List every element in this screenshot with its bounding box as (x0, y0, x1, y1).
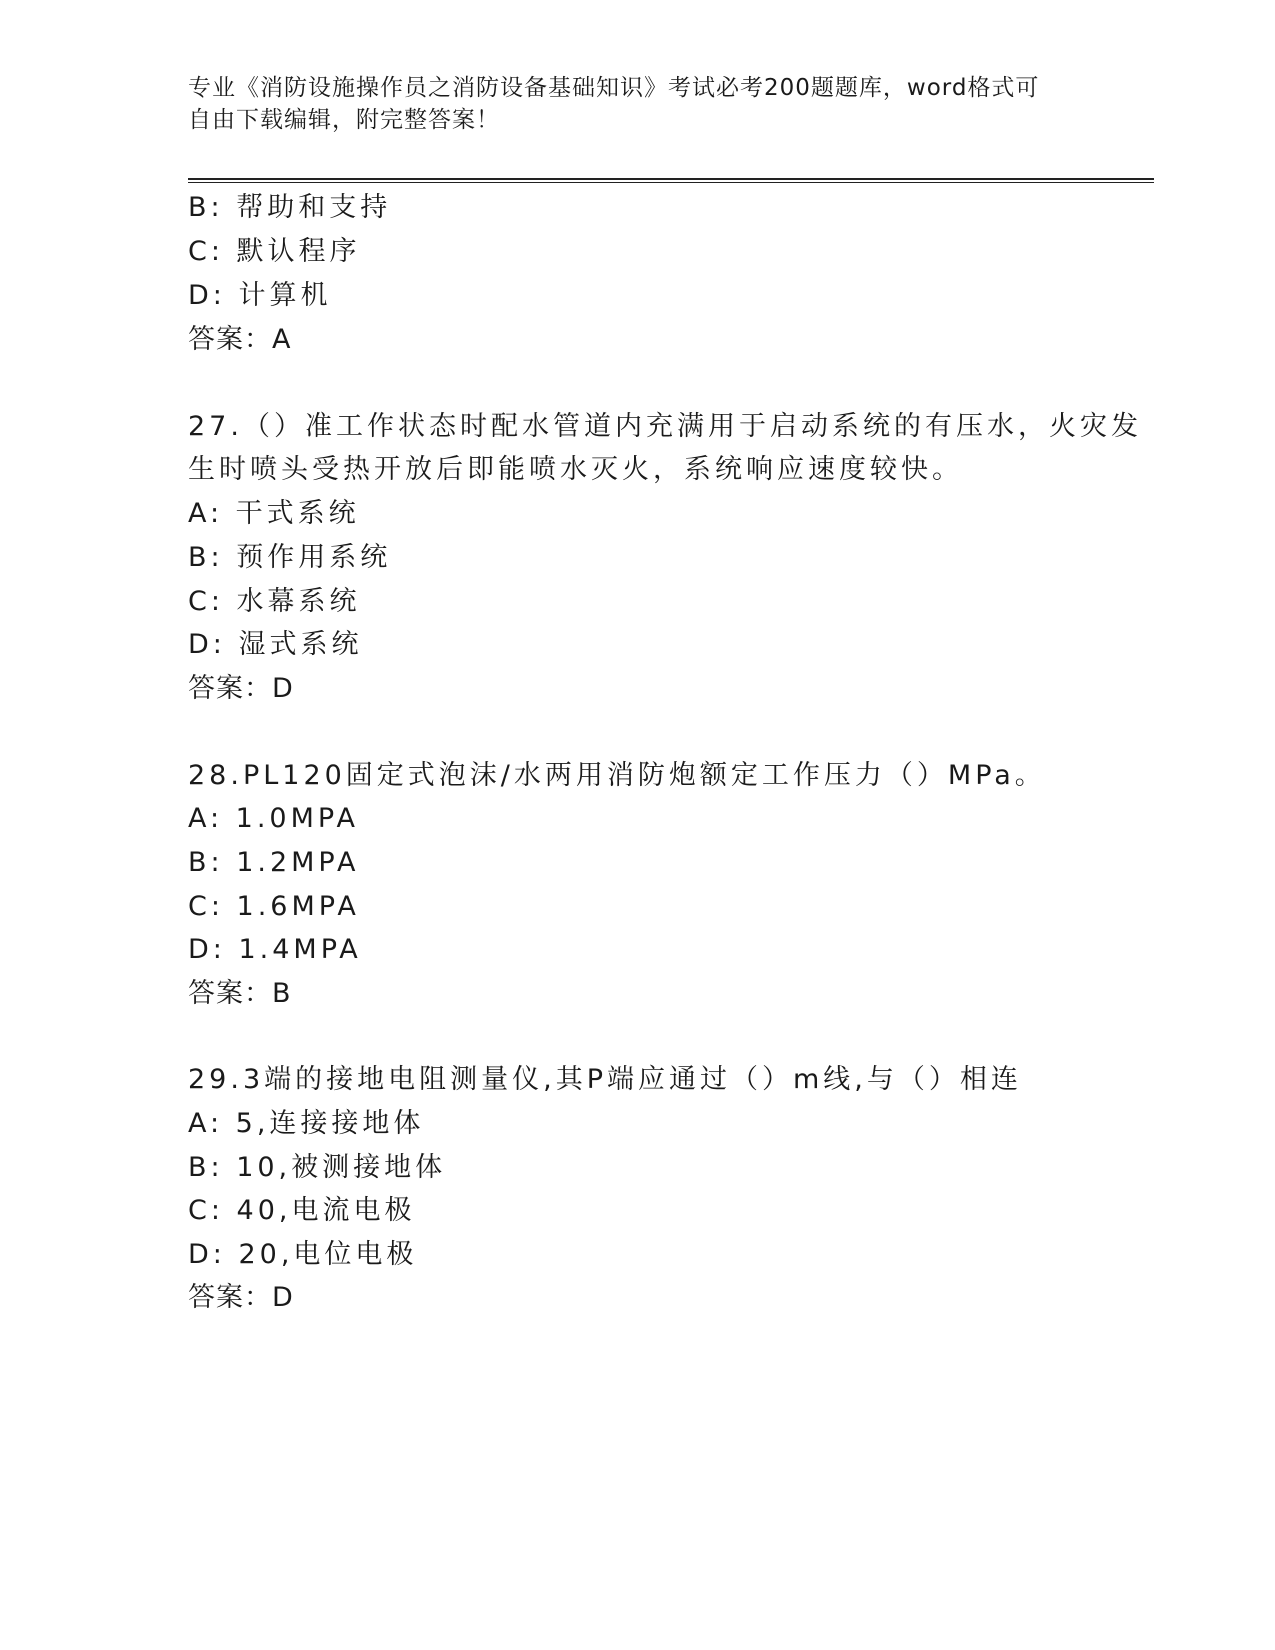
document-header (188, 72, 1088, 136)
q26-option-c: C: 默认程序 (188, 236, 361, 267)
q29-option-a: A: 5,连接接地体 (188, 1108, 425, 1139)
q27-answer: 答案：D (188, 673, 294, 704)
q27-stem-line-1: 27.（）准工作状态时配水管道内充满用于启动系统的有压水，火灾发 (188, 411, 1142, 442)
q27-option-c: C: 水幕系统 (188, 586, 361, 617)
q28-stem: 28.PL120固定式泡沫/水两用消防炮额定工作压力（）MPa。 (188, 760, 1046, 791)
q29-option-d: D: 20,电位电极 (188, 1239, 418, 1270)
q29-answer: 答案：D (188, 1282, 294, 1313)
q28-option-b: B: 1.2MPA (188, 847, 360, 878)
q26-answer: 答案：A (188, 324, 292, 355)
q27-option-b: B: 预作用系统 (188, 542, 392, 573)
q28-option-d: D: 1.4MPA (188, 934, 362, 965)
q29-stem: 29.3端的接地电阻测量仪,其P端应通过（）m线,与（）相连 (188, 1064, 1022, 1095)
q27-option-a: A: 干式系统 (188, 498, 360, 529)
header-divider-thin (188, 182, 1154, 183)
q26-option-b: B: 帮助和支持 (188, 192, 392, 223)
q28-answer: 答案：B (188, 978, 292, 1009)
header-title-line-2: 自由下载编辑，附完整答案！ (188, 107, 500, 133)
q28-option-c: C: 1.6MPA (188, 891, 360, 922)
header-title-line-1: 专业《消防设施操作员之消防设备基础知识》考试必考200题题库，word格式可 (188, 75, 1040, 101)
q26-option-d: D: 计算机 (188, 280, 332, 311)
q28-option-a: A: 1.0MPA (188, 803, 359, 834)
header-divider-thick (188, 178, 1154, 180)
header-divider (188, 178, 1154, 184)
q29-option-b: B: 10,被测接地体 (188, 1152, 447, 1183)
q29-option-c: C: 40,电流电极 (188, 1195, 416, 1226)
q27-stem-line-2: 生时喷头受热开放后即能喷水灭火，系统响应速度较快。 (188, 454, 963, 485)
q27-option-d: D: 湿式系统 (188, 629, 363, 660)
